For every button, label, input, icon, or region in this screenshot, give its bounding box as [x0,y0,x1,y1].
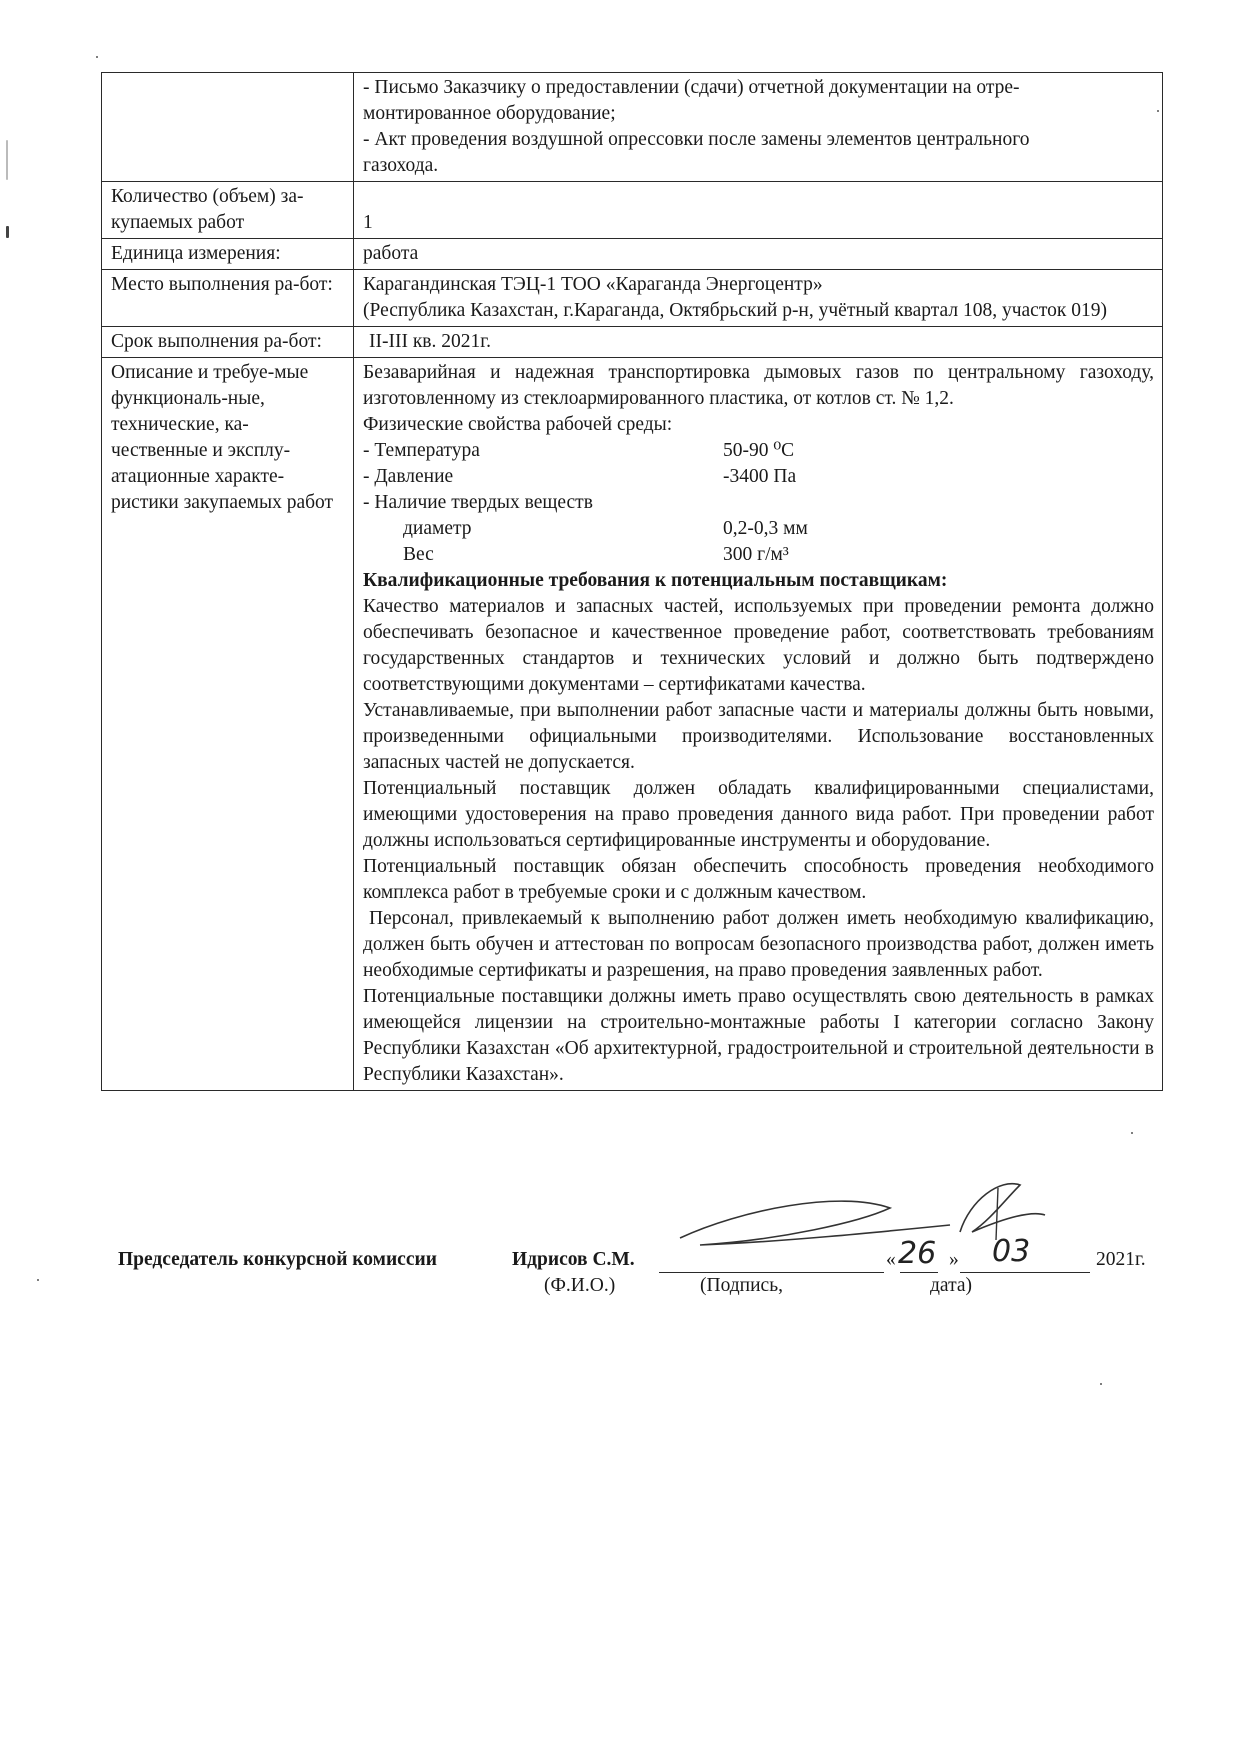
scan-speck [37,1279,39,1281]
documents-cell [354,73,1163,182]
date-quote-close: » [949,1249,959,1270]
scan-speck [96,56,98,58]
document-line: - Письмо Заказчику о предоставлении (сдачи) отчетной документации на отре- [363,77,1020,98]
document-line: - Акт проведения воздушной опрессовки после замены элементов центрального [363,129,1030,150]
place-value: Карагандинская ТЭЦ-1 ТОО «Караганда Энергоцентр» (Республика Казахстан, г.Караганда, Октябрьский р-н, учётный квартал 108, участок 019) [354,270,1163,327]
scan-speck [1157,110,1159,112]
table-row-quantity [102,182,1163,239]
date-quote-open: « [886,1249,896,1270]
property-temperature: - Температура 50-90 ⁰С [363,440,795,461]
caption-date: дата) [930,1275,972,1296]
handwritten-month: 03 [992,1234,1031,1269]
scan-speck [1100,1383,1102,1385]
unit-value: работа [354,239,1163,270]
property-diameter: диаметр 0,2-0,3 мм [403,518,808,539]
quantity-value: 1 [354,182,1163,239]
requirement-paragraph: Потенциальный поставщик должен обладать квалифицированными специалистами, имеющими удостоверения на право проведения данного вида работ. При проведении работ должны использоваться сертифицированные инструменты и оборудование. [363,778,1154,851]
requirement-paragraph: Потенциальные поставщики должны иметь право осуществлять свою деятельность в рамках имеющейся лицензии на строительно-монтажные работы I категории согласно Закону Республики Казахстан «Об архитектурной, градостроительной и строительной деятельности в Республики Казахстан». [363,986,1154,1085]
scan-edge-mark [6,140,8,180]
document-line: газохода. [363,155,439,176]
signature-title: Председатель конкурсной комиссии [118,1249,437,1270]
signature-year: 2021г. [1096,1249,1146,1270]
property-solids: - Наличие твердых веществ [363,492,593,513]
requirement-paragraph: Потенциальный поставщик обязан обеспечить способность проведения необходимого комплекса работ в требуемые сроки и с должным качеством. [363,856,1154,903]
table-row-unit [102,239,1163,270]
description-cell [354,358,1163,1091]
scan-edge-mark [6,226,9,238]
requirement-paragraph: Качество материалов и запасных частей, используемых при проведении ремонта должно обеспечивать безопасное и качественное проведение работ, соответствовать требованиям государственных стандартов и технических условий и должно быть подтверждено соответствующими документами – сертификатами качества. [363,596,1154,695]
scan-speck [1131,1132,1133,1134]
table-row-documents [102,73,1163,182]
signature-name: Идрисов С.М. [512,1249,635,1270]
qualification-title: Квалификационные требования к потенциальным поставщикам: [363,570,948,591]
handwritten-signature [660,1170,1100,1290]
term-label: Срок выполнения ра-бот: [102,327,354,358]
description-intro: Безаварийная и надежная транспортировка дымовых газов по центральному газоходу, изготовленному из стеклоармированного пластика, от котлов ст. № 1,2. [363,362,1154,409]
requirement-paragraph: Персонал, привлекаемый к выполнению работ должен иметь необходимую квалификацию, должен быть обучен и аттестован по вопросам безопасного производства работ, должен иметь необходимые сертификаты и разрешения, на право проведения заявленных работ. [363,908,1154,981]
caption-sign: (Подпись, [700,1275,783,1296]
description-label: Описание и требуе-мые функциональ-ные, технические, ка-чественные и эксплу-атационные характе-ристики закупаемых работ [102,358,354,1091]
table-row-place [102,270,1163,327]
place-label: Место выполнения ра-бот: [102,270,354,327]
caption-fio: (Ф.И.О.) [544,1275,616,1296]
property-weight: Вес 300 г/м³ [403,544,789,565]
requirement-paragraph: Устанавливаемые, при выполнении работ запасные части и материалы должны быть новыми, произведенными официальными производителями. Использование восстановленных запасных частей не допускается. [363,700,1154,773]
properties-title: Физические свойства рабочей среды: [363,414,673,435]
quantity-label: Количество (объем) за-купаемых работ [102,182,354,239]
term-value: II-III кв. 2021г. [354,327,1163,358]
unit-label: Единица измерения: [102,239,354,270]
requirements-table [101,72,1163,1091]
table-row-term [102,327,1163,358]
label-cell-empty [102,73,354,182]
document-line: монтированное оборудование; [363,103,616,124]
handwritten-day: 26 [898,1236,937,1271]
table-row-description [102,358,1163,1091]
property-pressure: - Давление -3400 Па [363,466,797,487]
